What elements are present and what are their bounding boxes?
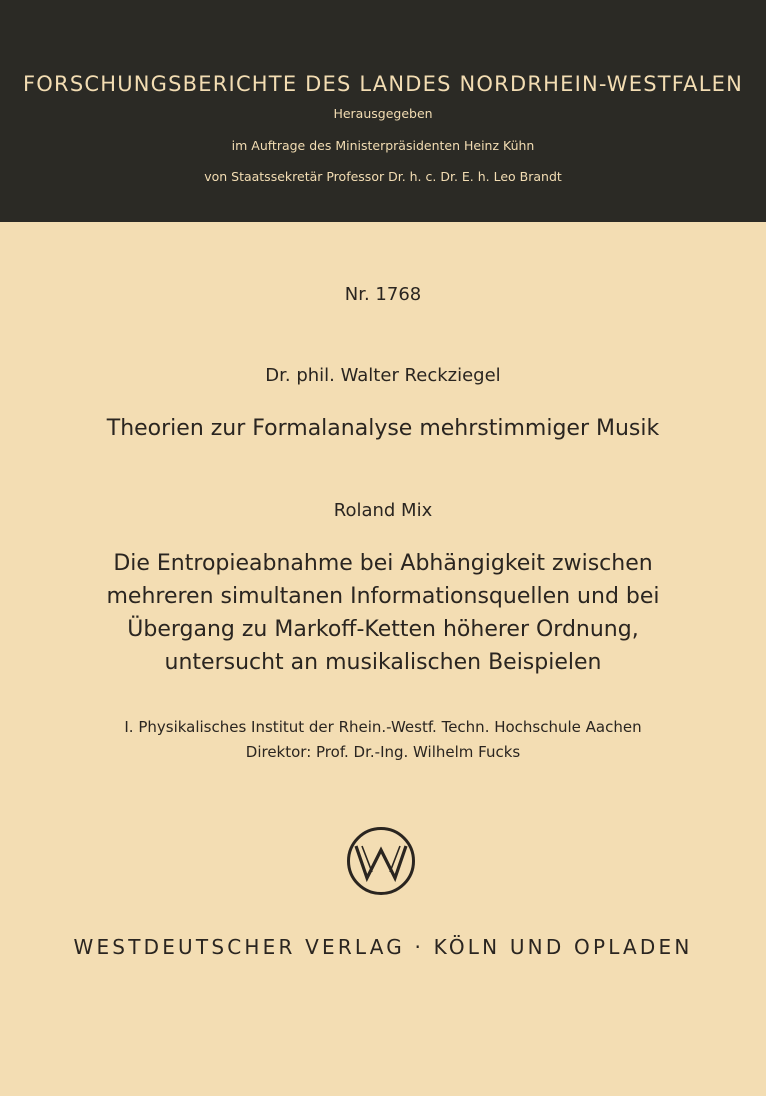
author-1: Dr. phil. Walter Reckziegel xyxy=(265,365,501,386)
institute-info xyxy=(0,715,766,765)
title-2-line: mehreren simultanen Informationsquellen und bei xyxy=(106,584,660,609)
editor-line-1: Herausgegeben xyxy=(333,106,433,121)
title-2 xyxy=(0,547,766,679)
series-title: FORSCHUNGSBERICHTE DES LANDES NORDRHEIN-WESTFALEN xyxy=(23,72,743,96)
title-2-line: untersucht an musikalischen Beispielen xyxy=(164,650,602,675)
publisher-logo-icon xyxy=(346,826,416,896)
publisher: WESTDEUTSCHER VERLAG · KÖLN UND OPLADEN xyxy=(73,935,693,959)
title-2-line: Die Entropieabnahme bei Abhängigkeit zwischen xyxy=(113,551,653,576)
institute-line: I. Physikalisches Institut der Rhein.-Westf. Techn. Hochschule Aachen xyxy=(124,718,642,736)
director-line: Direktor: Prof. Dr.-Ing. Wilhelm Fucks xyxy=(245,743,521,761)
title-1: Theorien zur Formalanalyse mehrstimmiger Musik xyxy=(106,416,660,441)
editor-line-2: im Auftrage des Ministerpräsidenten Heinz Kühn xyxy=(231,138,535,153)
title-2-line: Übergang zu Markoff-Ketten höherer Ordnung, xyxy=(127,617,639,642)
report-number: Nr. 1768 xyxy=(344,284,422,305)
editor-line-3: von Staatssekretär Professor Dr. h. c. Dr. E. h. Leo Brandt xyxy=(204,169,562,184)
author-2: Roland Mix xyxy=(333,500,433,521)
header-band xyxy=(0,0,766,222)
